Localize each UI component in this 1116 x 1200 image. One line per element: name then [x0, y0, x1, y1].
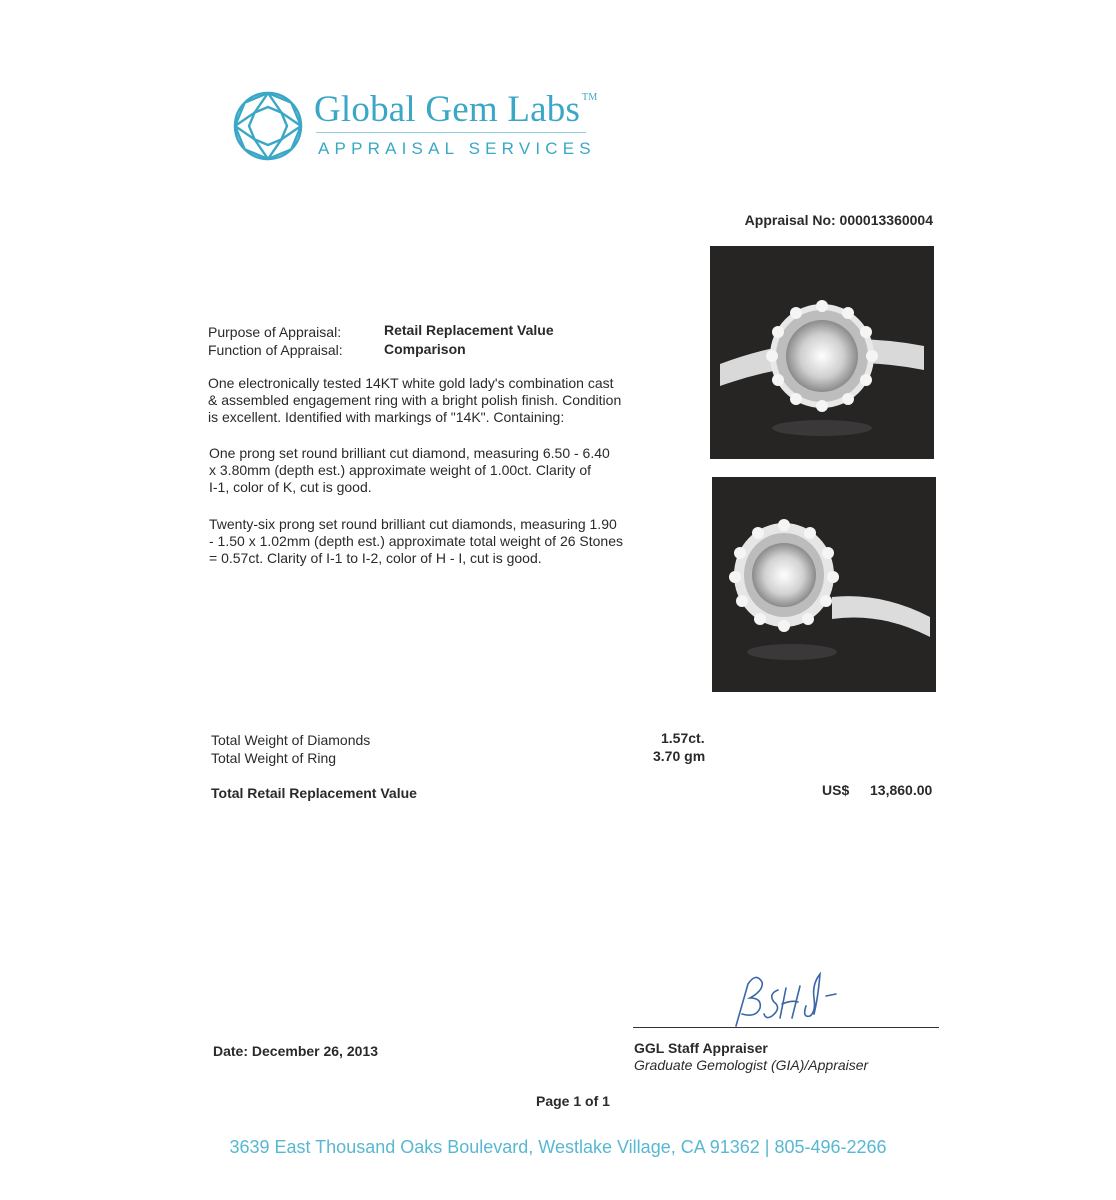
brand-subtitle: APPRAISAL SERVICES — [318, 139, 596, 158]
function-label: Function of Appraisal: — [208, 342, 343, 358]
description-paragraph: One electronically tested 14KT white gold lady's combination cast & assembled engagement ring with a bright polish finish. Condition is excellent. Identified with markings of "14K". Containing: — [208, 375, 622, 425]
trademark: TM — [582, 92, 598, 103]
appraiser-title: Graduate Gemologist (GIA)/Appraiser — [634, 1057, 869, 1073]
signature-mark — [722, 968, 842, 1030]
total-diamond-weight-value: 1.57ct. — [661, 730, 705, 746]
gem-icon — [232, 90, 304, 162]
total-diamond-weight-label: Total Weight of Diamonds — [211, 732, 371, 748]
total-ring-weight-label: Total Weight of Ring — [211, 750, 337, 766]
brand-divider — [316, 132, 586, 133]
appraiser-name: GGL Staff Appraiser — [634, 1040, 768, 1056]
total-ring-weight-value: 3.70 gm — [653, 748, 706, 764]
brand-name-text: Global Gem Labs — [314, 89, 581, 130]
purpose-value: Retail Replacement Value — [384, 322, 554, 338]
ring-angle-view-photo — [712, 477, 936, 692]
signature-line — [633, 1027, 939, 1028]
appraisal-date: Date: December 26, 2013 — [213, 1043, 378, 1059]
side-stones-paragraph: Twenty-six prong set round brilliant cut diamonds, measuring 1.90 - 1.50 x 1.02mm (depth est.) approximate total weight of 26 Stones = 0.57ct. Clarity of I-1 to I-2, color of H - I, cut is good. — [209, 516, 623, 566]
ring-top-view-photo — [710, 246, 934, 459]
appraisal-number: Appraisal No: 000013360004 — [744, 212, 933, 228]
center-stone-paragraph: One prong set round brilliant cut diamond, measuring 6.50 - 6.40 x 3.80mm (depth est.) approximate weight of 1.00ct. Clarity of I-1, color of K, cut is good. — [209, 445, 610, 495]
function-value: Comparison — [384, 341, 466, 357]
retail-value-label: Total Retail Replacement Value — [211, 785, 417, 801]
retail-value-amount: 13,860.00 — [870, 782, 933, 798]
currency: US$ — [822, 782, 850, 798]
page-number: Page 1 of 1 — [536, 1093, 610, 1109]
brand-name — [314, 88, 597, 131]
purpose-label: Purpose of Appraisal: — [208, 324, 342, 340]
footer-address: 3639 East Thousand Oaks Boulevard, Westlake Village, CA 91362 | 805-496-2266 — [229, 1137, 887, 1157]
